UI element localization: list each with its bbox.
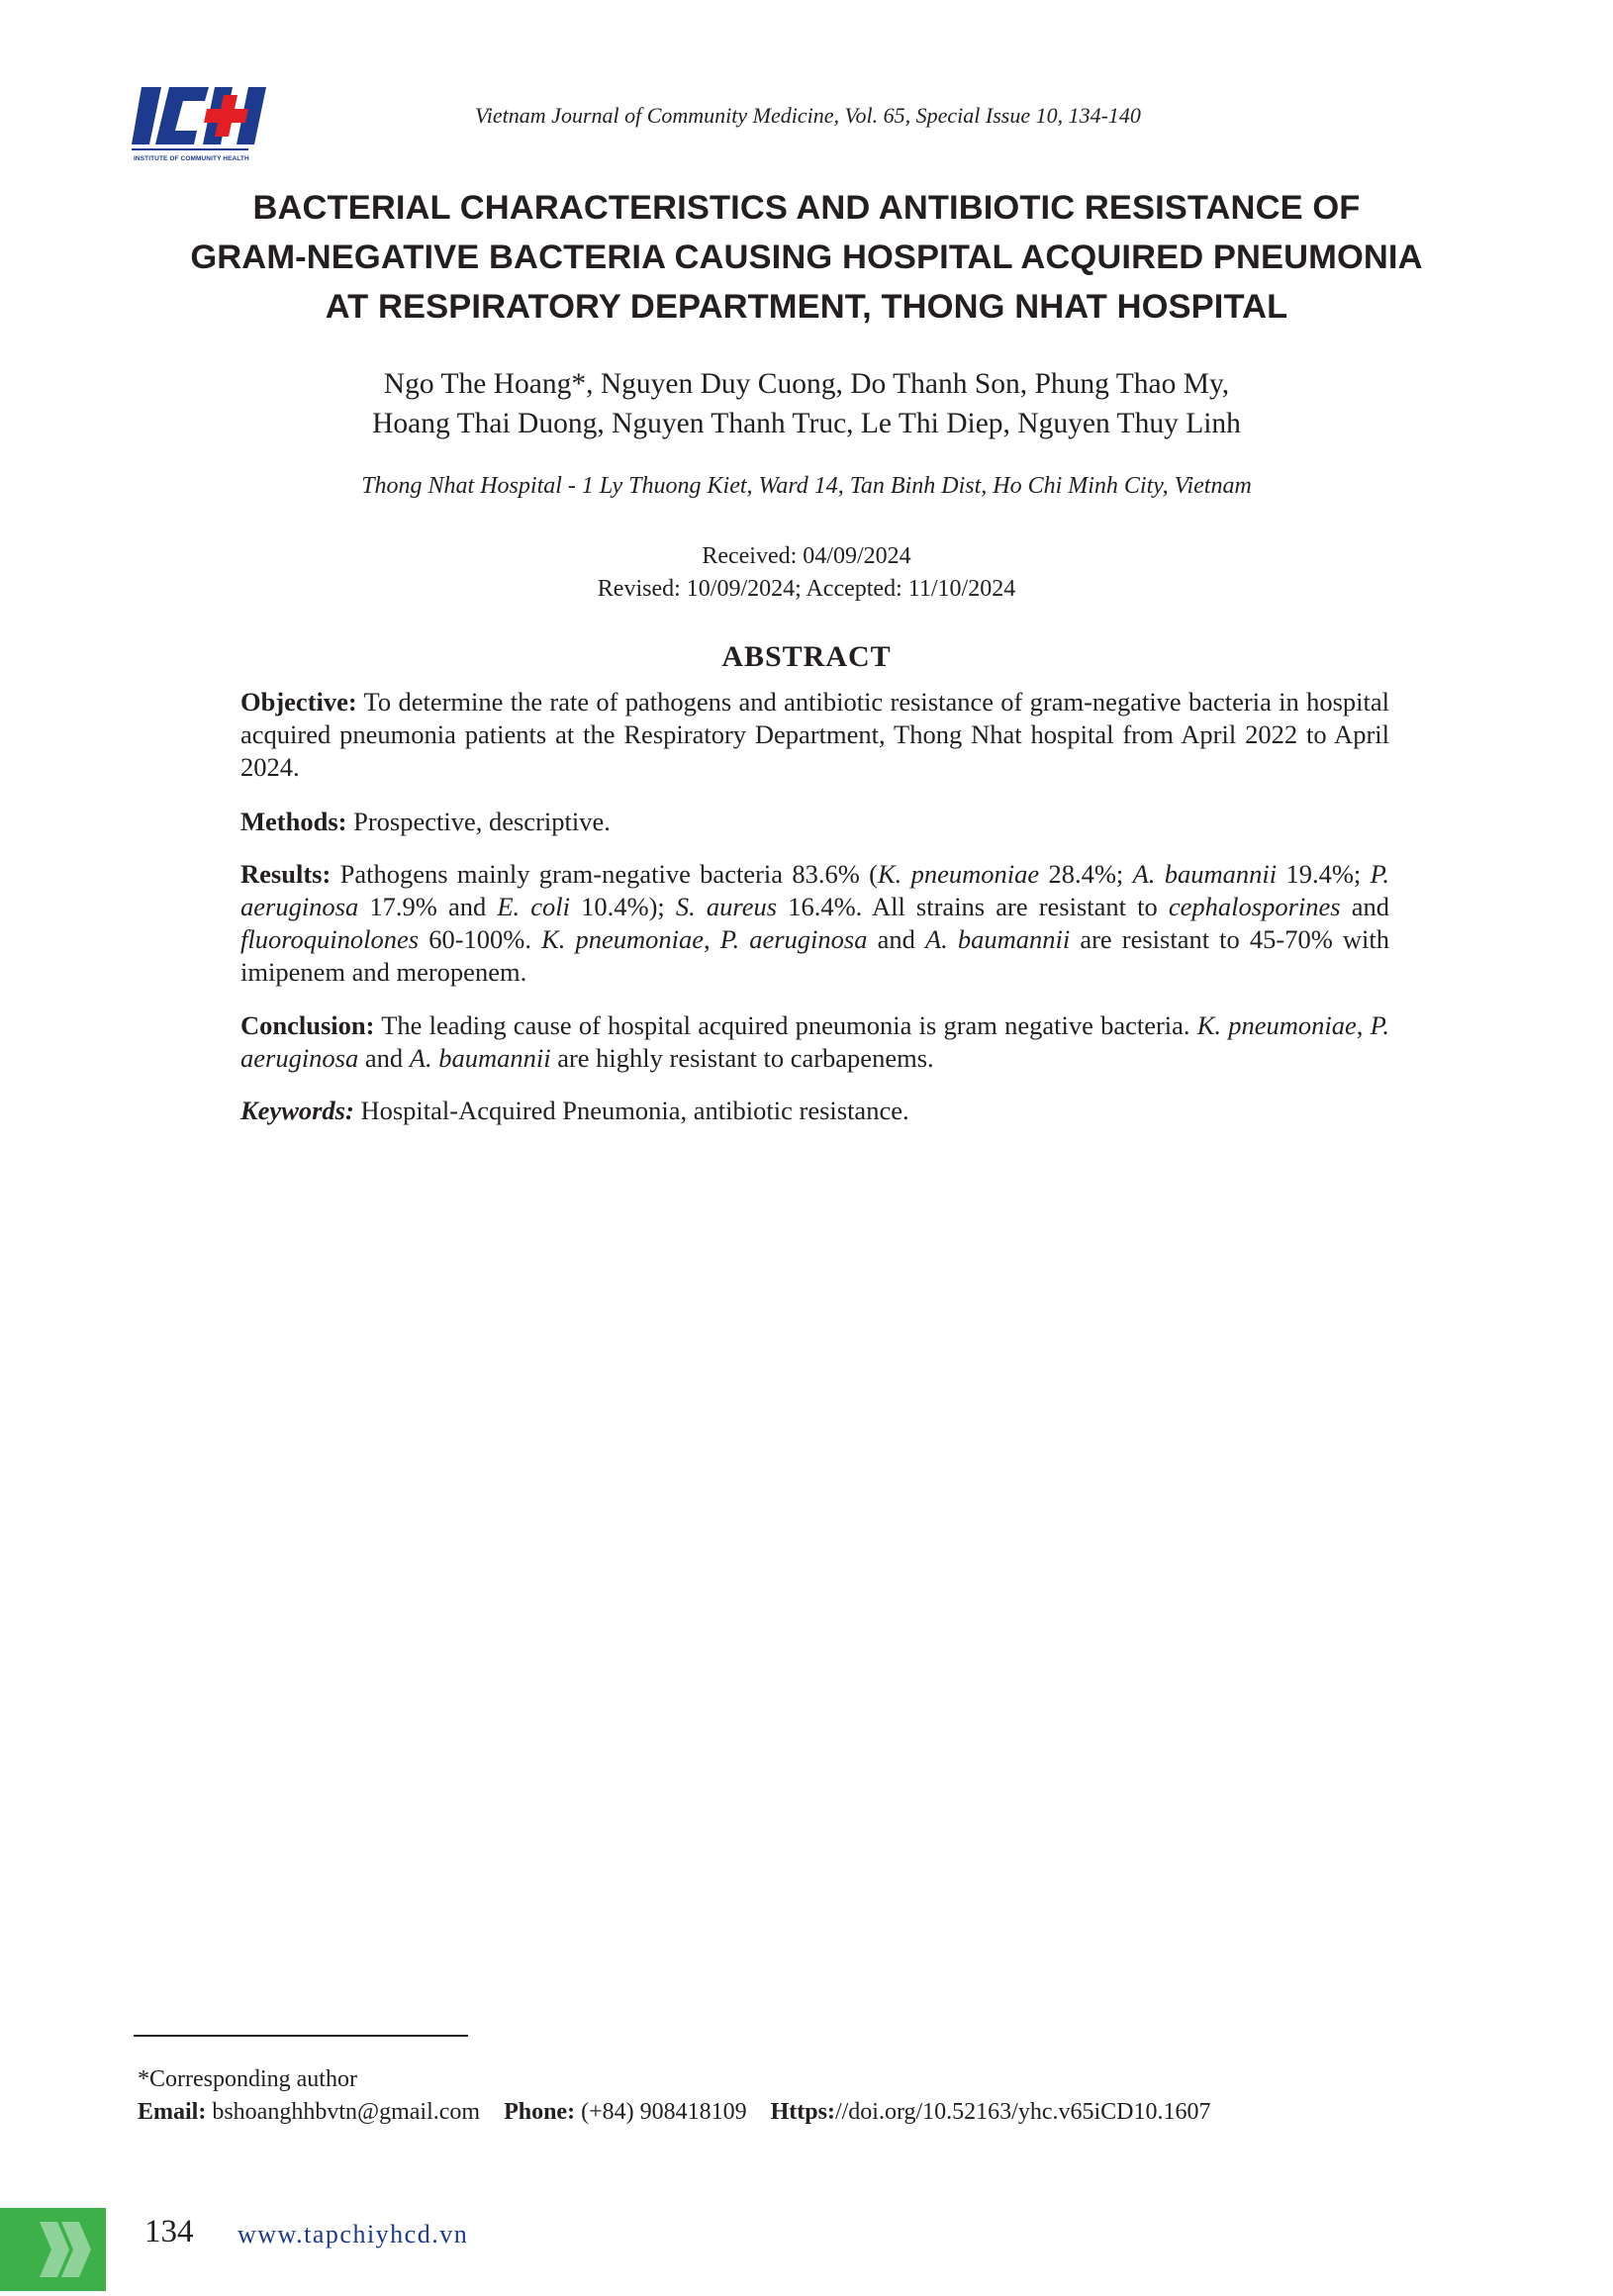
drug-class: fluoroquinolones <box>240 924 420 954</box>
species-name: E. coli <box>497 892 571 921</box>
text-run: , <box>1356 1010 1371 1040</box>
journal-website[interactable]: www.tapchiyhcd.vn <box>237 2220 469 2248</box>
author-line: Hoang Thai Duong, Nguyen Thanh Truc, Le Thi Diep, Nguyen Thuy Linh <box>372 408 1241 439</box>
species-name: K. pneumoniae <box>1196 1010 1357 1040</box>
abstract-heading: ABSTRACT <box>721 640 892 673</box>
text-run: 28.4%; <box>1039 859 1133 889</box>
text-run: 60-100%. <box>419 924 542 954</box>
section-text: Hospital-Acquired Pneumonia, antibiotic resistance. <box>353 1096 909 1125</box>
species-name: S. aureus <box>675 892 778 921</box>
author-line: Ngo The Hoang*, Nguyen Duy Cuong, Do Thanh Son, Phung Thao My, <box>383 368 1230 400</box>
title-line: AT RESPIRATORY DEPARTMENT, THONG NHAT HOSPITAL <box>325 288 1288 326</box>
page-number: 134 <box>144 2214 194 2249</box>
species-name: P. aeruginosa <box>719 924 868 954</box>
species-name: P. aeruginosa <box>240 1010 1390 1073</box>
section-label: Conclusion: <box>240 1010 375 1040</box>
abstract-conclusion <box>240 1009 1389 1075</box>
footer-tab <box>0 2208 106 2291</box>
phone-number: (+84) 908418109 <box>575 2099 747 2125</box>
email-label: Email: <box>138 2099 207 2125</box>
contact-line <box>138 2099 1211 2126</box>
affiliation: Thong Nhat Hospital - 1 Ly Thuong Kiet, Ward 14, Tan Binh Dist, Ho Chi Minh City, Vietnam <box>361 473 1252 499</box>
abstract-objective <box>240 686 1389 784</box>
text-run: , <box>704 924 720 954</box>
text-run: are resistant to 45-70% with imipenem and meropenem. <box>240 924 1390 987</box>
doi-label: Https: <box>770 2099 835 2125</box>
species-name: K. pneumoniae <box>541 924 704 954</box>
text-run: and <box>867 924 925 954</box>
text-run: The leading cause of hospital acquired pneumonia is gram negative bacteria. <box>374 1010 1197 1040</box>
corresponding-author-note: *Corresponding author <box>138 2066 357 2092</box>
abstract-results <box>240 858 1389 989</box>
doi-link[interactable]: //doi.org/10.52163/yhc.v65iCD10.1607 <box>834 2099 1211 2125</box>
text-run: and <box>1340 892 1389 921</box>
email-address[interactable]: bshoanghhbvtn@gmail.com <box>206 2099 481 2125</box>
revised-accepted-dates: Revised: 10/09/2024; Accepted: 11/10/2024 <box>597 576 1016 602</box>
section-text: Prospective, descriptive. <box>346 807 611 836</box>
abstract-methods <box>240 806 1389 838</box>
phone-label: Phone: <box>504 2099 576 2125</box>
section-label: Methods: <box>240 807 347 836</box>
article-title <box>148 183 1465 332</box>
author-list <box>148 364 1465 443</box>
species-name: A. baumannii <box>924 924 1071 954</box>
text-run: 19.4%; <box>1277 859 1371 889</box>
text-run: 10.4%); <box>570 892 676 921</box>
species-name: P. aeruginosa <box>240 859 1390 921</box>
species-name: A. baumannii <box>409 1043 551 1073</box>
text-run: 16.4%. All strains are resistant to <box>777 892 1169 921</box>
text-run: are highly resistant to carbapenems. <box>550 1043 934 1073</box>
institute-logo <box>132 87 266 164</box>
species-name: K. pneumoniae <box>877 859 1040 889</box>
section-text: To determine the rate of pathogens and antibiotic resistance of gram-negative bacteria in hospital acquired pneumonia patients at the Respiratory Department, Thong Nhat hospital from April 2022 to April 2024. <box>240 687 1389 782</box>
section-label: Results: <box>240 859 332 889</box>
received-date: Received: 04/09/2024 <box>702 543 911 569</box>
section-label: Keywords: <box>240 1096 354 1125</box>
text-run: and <box>358 1043 410 1073</box>
section-label: Objective: <box>240 687 357 717</box>
logo-caption: INSTITUTE OF COMMUNITY HEALTH <box>134 155 249 162</box>
species-name: A. baumannii <box>1132 859 1278 889</box>
text-run: Pathogens mainly gram-negative bacteria 83.6% ( <box>331 859 878 889</box>
drug-class: cephalosporines <box>1168 892 1341 921</box>
title-line: GRAM-NEGATIVE BACTERIA CAUSING HOSPITAL ACQUIRED PNEUMONIA <box>190 239 1423 276</box>
journal-citation: Vietnam Journal of Community Medicine, Vol. 65, Special Issue 10, 134-140 <box>475 103 1141 128</box>
abstract-keywords <box>240 1095 1389 1127</box>
footnote-divider <box>134 2035 468 2037</box>
double-chevron-icon <box>0 2208 106 2291</box>
text-run: 17.9% and <box>358 892 498 921</box>
title-line: BACTERIAL CHARACTERISTICS AND ANTIBIOTIC RESISTANCE OF <box>252 189 1361 227</box>
